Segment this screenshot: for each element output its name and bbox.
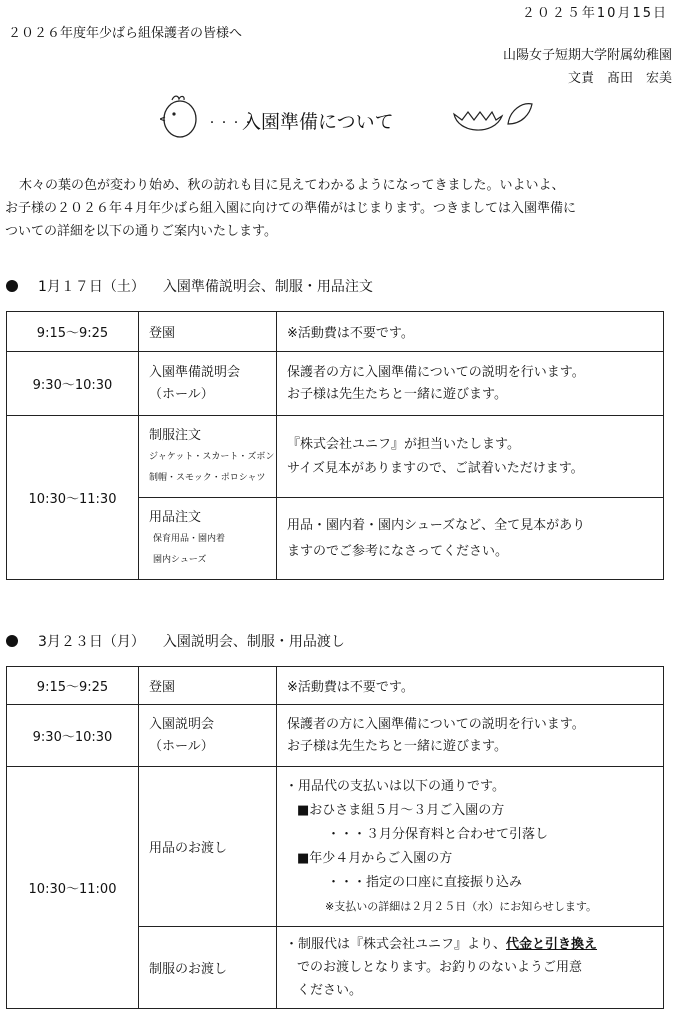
payment-intro: ・用品代の支払いは以下の通りです。 (285, 778, 505, 794)
event-sublabel: ジャケット・スカート・ズボン (149, 451, 275, 462)
detail-line: でのお渡しとなります。お釣りのないようご用意 (297, 960, 582, 975)
detail-cell (277, 927, 664, 1009)
chick-icon (160, 94, 202, 140)
event-cell: 登園 (139, 312, 277, 352)
intro-line-2: お子様の２０２６年４月年少ばら組入園に向けての準備がはじまります。つきましては入園準備に (5, 201, 576, 216)
eggshell-icon (452, 100, 534, 136)
page-title: 入園準備について (242, 111, 394, 133)
section1-date: 1月１７日（土） (38, 279, 145, 295)
event-cell (139, 498, 277, 580)
event-cell: 用品のお渡し (139, 767, 277, 927)
table-row (7, 705, 664, 767)
payment-method: ■おひさま組５月～３月ご入園の方 (297, 802, 505, 818)
event-label: 用品注文 (149, 509, 202, 525)
detail-cell (277, 705, 664, 767)
event-sublabel: 保育用品・園内着 (153, 533, 226, 544)
section2-title: 入園説明会、制服・用品渡し (162, 634, 345, 650)
detail-cell (277, 352, 664, 416)
highlight-text: 代金と引き換え (506, 937, 598, 952)
detail-line: 『株式会社ユニフ』が担当いたします。 (287, 436, 520, 452)
detail-line: お子様は先生たちと一緒に遊びます。 (287, 386, 507, 402)
detail-line: 保護者の方に入園準備についての説明を行います。 (287, 364, 585, 380)
detail-line: ますのでご参考になさってください。 (287, 543, 509, 559)
event-location: （ホール） (149, 386, 214, 402)
event-label: 制服注文 (149, 427, 202, 443)
detail-line: お子様は先生たちと一緒に遊びます。 (287, 738, 507, 754)
section1-heading (6, 276, 373, 296)
time-cell: 9:30～10:30 (7, 352, 139, 416)
bullet-icon (6, 635, 18, 647)
event-cell: 制服のお渡し (139, 927, 277, 1009)
payment-method-detail: ・・・指定の口座に直接振り込み (327, 874, 523, 890)
table-row (7, 352, 664, 416)
table-row (7, 312, 664, 352)
school-name: 山陽女子短期大学附属幼稚園 (502, 48, 672, 63)
detail-cell (277, 498, 664, 580)
event-sublabel: 園内シューズ (153, 554, 207, 565)
detail-line: ・制服代は『株式会社ユニフ』より、 (285, 937, 507, 952)
payment-note: ※支払いの詳細は２月２５日（水）にお知らせします。 (325, 899, 598, 913)
section2-date: 3月２３日（月） (38, 634, 145, 650)
section2-table (6, 666, 664, 1009)
time-cell: 10:30～11:30 (7, 416, 139, 580)
detail-line: 保護者の方に入園準備についての説明を行います。 (287, 716, 585, 732)
section2-heading (6, 631, 345, 651)
intro-line-1: 木々の葉の色が変わり始め、秋の訪れも目に見えてわかるようになってきました。いよいよ、 (19, 178, 565, 193)
payment-method: ■年少４月からご入園の方 (297, 850, 453, 866)
time-cell: 10:30～11:00 (7, 767, 139, 1009)
payment-method-detail: ・・・３月分保育料と合わせて引落し (327, 826, 549, 842)
title-row (160, 94, 540, 142)
time-cell: 9:15～9:25 (7, 667, 139, 705)
section1-title: 入園準備説明会、制服・用品注文 (162, 279, 373, 295)
event-sublabel: 制帽・スモック・ポロシャツ (149, 472, 266, 483)
detail-cell: ※活動費は不要です。 (277, 667, 664, 705)
event-location: （ホール） (149, 738, 214, 754)
detail-line: サイズ見本がありますので、ご試着いただけます。 (287, 460, 584, 476)
author: 文責 髙田 宏美 (567, 71, 672, 86)
detail-line: ください。 (297, 983, 363, 998)
event-cell (139, 705, 277, 767)
detail-line: 用品・園内着・園内シューズなど、全て見本があり (287, 517, 586, 533)
table-row (7, 767, 664, 927)
intro-paragraph (5, 174, 677, 243)
detail-cell: ※活動費は不要です。 (277, 312, 664, 352)
section1-table (6, 311, 664, 580)
title-dots: ・・・・ (207, 118, 255, 129)
letter-date: ２０２５年10月15日 (521, 6, 668, 21)
event-cell: 登園 (139, 667, 277, 705)
event-cell (139, 416, 277, 498)
detail-cell (277, 767, 664, 927)
event-cell (139, 352, 277, 416)
time-cell: 9:15～9:25 (7, 312, 139, 352)
intro-line-3: ついての詳細を以下の通りご案内いたします。 (5, 224, 277, 239)
addressee: ２０２６年度年少ばら組保護者の皆様へ (8, 26, 243, 41)
bullet-icon (6, 280, 18, 292)
event-label: 入園説明会 (149, 716, 215, 732)
table-row (7, 416, 664, 498)
event-label: 入園準備説明会 (149, 364, 241, 380)
detail-cell (277, 416, 664, 498)
time-cell: 9:30～10:30 (7, 705, 139, 767)
table-row (7, 667, 664, 705)
